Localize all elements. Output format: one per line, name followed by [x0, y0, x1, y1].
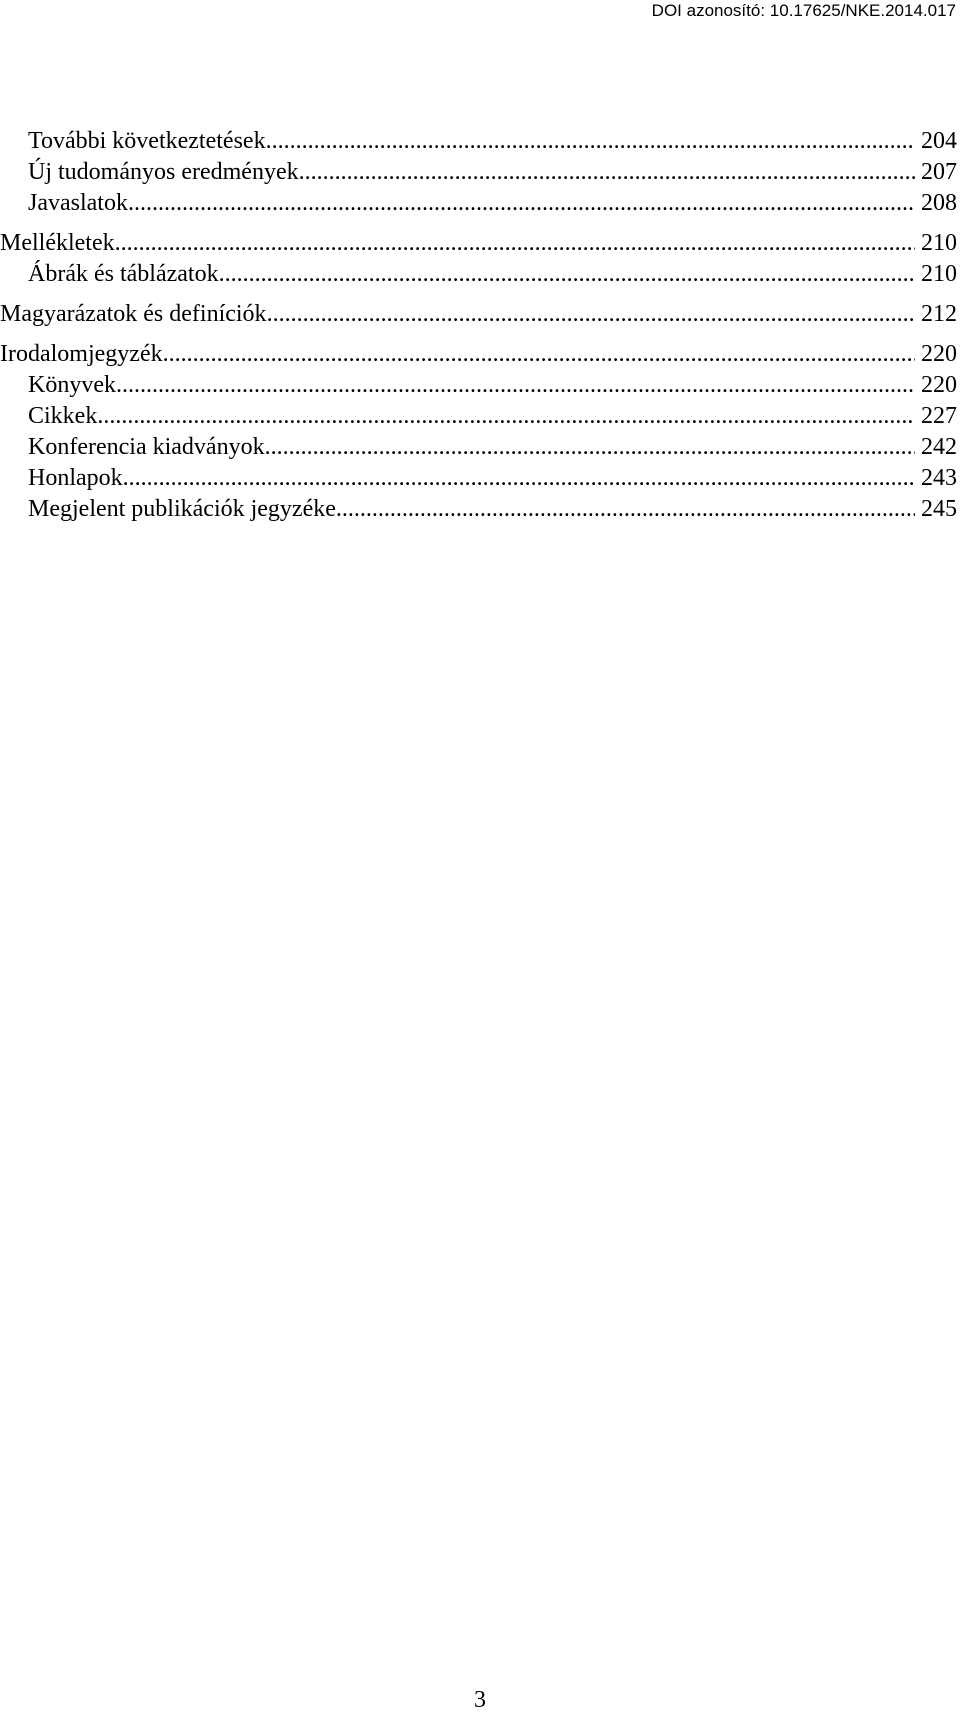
toc-entry-page: 245	[921, 496, 957, 522]
toc-entry[interactable]	[0, 188, 957, 219]
toc-entry-label: Magyarázatok és definíciók	[0, 301, 267, 327]
toc-entry[interactable]	[0, 126, 957, 157]
toc-entry-page: 220	[921, 341, 957, 367]
toc-entry-page: 208	[921, 190, 957, 216]
toc-entry[interactable]	[0, 157, 957, 188]
toc-leader-dots	[267, 299, 915, 330]
toc-entry[interactable]	[0, 494, 957, 525]
toc-entry-page: 212	[921, 301, 957, 327]
toc-entry-page: 210	[921, 230, 957, 256]
page-number: 3	[474, 1687, 486, 1713]
toc-leader-dots	[163, 339, 915, 370]
toc-entry-page: 220	[921, 372, 957, 398]
toc-leader-dots	[336, 494, 915, 525]
toc-entry[interactable]	[0, 228, 957, 259]
toc-entry[interactable]	[0, 259, 957, 290]
toc-entry[interactable]	[0, 339, 957, 370]
toc-entry-page: 207	[921, 159, 957, 185]
toc-entry-label: Cikkek	[28, 403, 98, 429]
toc-entry-label: Irodalomjegyzék	[0, 341, 163, 367]
toc-entry[interactable]	[0, 370, 957, 401]
toc-entry[interactable]	[0, 463, 957, 494]
toc-entry-page: 210	[921, 261, 957, 287]
toc-entry-label: Megjelent publikációk jegyzéke	[28, 496, 336, 522]
toc-entry-page: 204	[921, 128, 957, 154]
toc-entry-label: Új tudományos eredmények	[28, 159, 299, 185]
toc-entry-page: 242	[921, 434, 957, 460]
toc-leader-dots	[123, 463, 915, 494]
toc-entry-page: 243	[921, 465, 957, 491]
doi-header: DOI azonosító: 10.17625/NKE.2014.017	[651, 1, 956, 20]
toc-leader-dots	[116, 370, 915, 401]
toc-leader-dots	[97, 401, 915, 432]
toc-entry-label: Ábrák és táblázatok	[28, 261, 219, 287]
table-of-contents	[0, 126, 957, 525]
toc-entry[interactable]	[0, 299, 957, 330]
toc-entry-label: Konferencia kiadványok	[28, 434, 265, 460]
toc-leader-dots	[115, 228, 915, 259]
toc-entry-label: Mellékletek	[0, 230, 115, 256]
toc-entry-label: További következtetések	[28, 128, 266, 154]
toc-leader-dots	[128, 188, 915, 219]
toc-entry[interactable]	[0, 432, 957, 463]
toc-leader-dots	[265, 432, 915, 463]
toc-entry[interactable]	[0, 401, 957, 432]
toc-leader-dots	[266, 126, 915, 157]
toc-leader-dots	[299, 157, 915, 188]
toc-entry-label: Könyvek	[28, 372, 116, 398]
toc-entry-label: Javaslatok	[28, 190, 128, 216]
toc-entry-label: Honlapok	[28, 465, 123, 491]
toc-entry-page: 227	[921, 403, 957, 429]
toc-leader-dots	[219, 259, 915, 290]
